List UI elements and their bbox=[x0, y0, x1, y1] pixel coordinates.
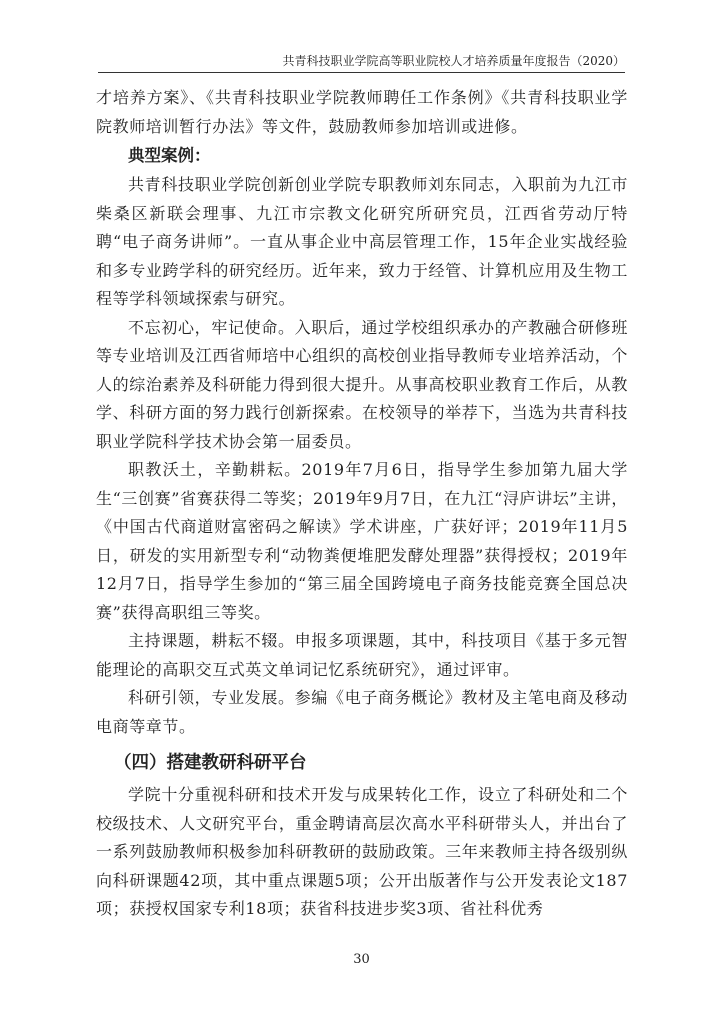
section-title: （四）搭建教研科研平台 bbox=[114, 753, 307, 773]
page-number: 30 bbox=[353, 952, 370, 967]
paragraph-5: 科研引领，专业发展。参编《电子商务概论》教材及主笔电商及移动电商等章节。 bbox=[96, 688, 628, 736]
paragraph-4: 主持课题，耕耘不辍。申报多项课题，其中，科技项目《基于多元智能理论的高职交互式英文单词记忆系统研究》，通过评审。 bbox=[96, 631, 628, 679]
paragraph-6: 学院十分重视科研和技术开发与成果转化工作，设立了科研处和二个校级技术、人文研究平台，重金聘请高层次高水平科研带头人，并出台了一系列鼓励教师积极参加科研教研的鼓励政策。三年来教师主持各级别纵向科研课题42项，其中重点课题5项；公开出版著作与公开发表论文187项；获授权国家专利18项；获省科技进步奖3项、省社科优秀 bbox=[96, 785, 628, 918]
paragraph-2: 不忘初心，牢记使命。入职后，通过学校组织承办的产教融合研修班等专业培训及江西省师培中心组织的高校创业指导教师专业培养活动，个人的综治素养及科研能力得到很大提升。从事高校职业教育工作后，从教学、科研方面的努力践行创新探索。在校领导的举荐下，当选为共青科技职业学院科学技术协会第一届委员。 bbox=[96, 317, 628, 451]
paragraph-0: 才培养方案》、《共青科技职业学院教师聘任工作条例》《共青科技职业学院教师培训暂行办法》等文件，鼓励教师参加培训或进修。 bbox=[96, 88, 628, 136]
page-body bbox=[96, 84, 628, 924]
paragraph-3: 职教沃土，辛勤耕耘。2019年7月6日，指导学生参加第九届大学生“三创赛”省赛获得二等奖；2019年9月7日，在九江“浔庐讲坛”主讲，《中国古代商道财富密码之解读》学术讲座，广获好评；2019年11月5日，研发的实用新型专利“动物粪便堆肥发酵处理器”获得授权；2019年12月7日，指导学生参加的“第三届全国跨境电子商务技能竞赛全国总决赛”获得高职组三等奖。 bbox=[96, 460, 628, 622]
page-header bbox=[98, 52, 625, 73]
case-title: 典型案例： bbox=[128, 146, 211, 165]
paragraph-1: 共青科技职业学院创新创业学院专职教师刘东同志，入职前为九江市柴桑区新联会理事、九江市宗教文化研究所研究员，江西省劳动厅特聘“电子商务讲师”。一直从事企业中高层管理工作，15年企业实战经验和多专业跨学科的研究经历。近年来，致力于经管、计算机应用及生物工程等学科领域探索与研究。 bbox=[96, 175, 628, 308]
header-title: 共青科技职业学院高等职业院校人才培养质量年度报告（2020） bbox=[282, 54, 625, 68]
